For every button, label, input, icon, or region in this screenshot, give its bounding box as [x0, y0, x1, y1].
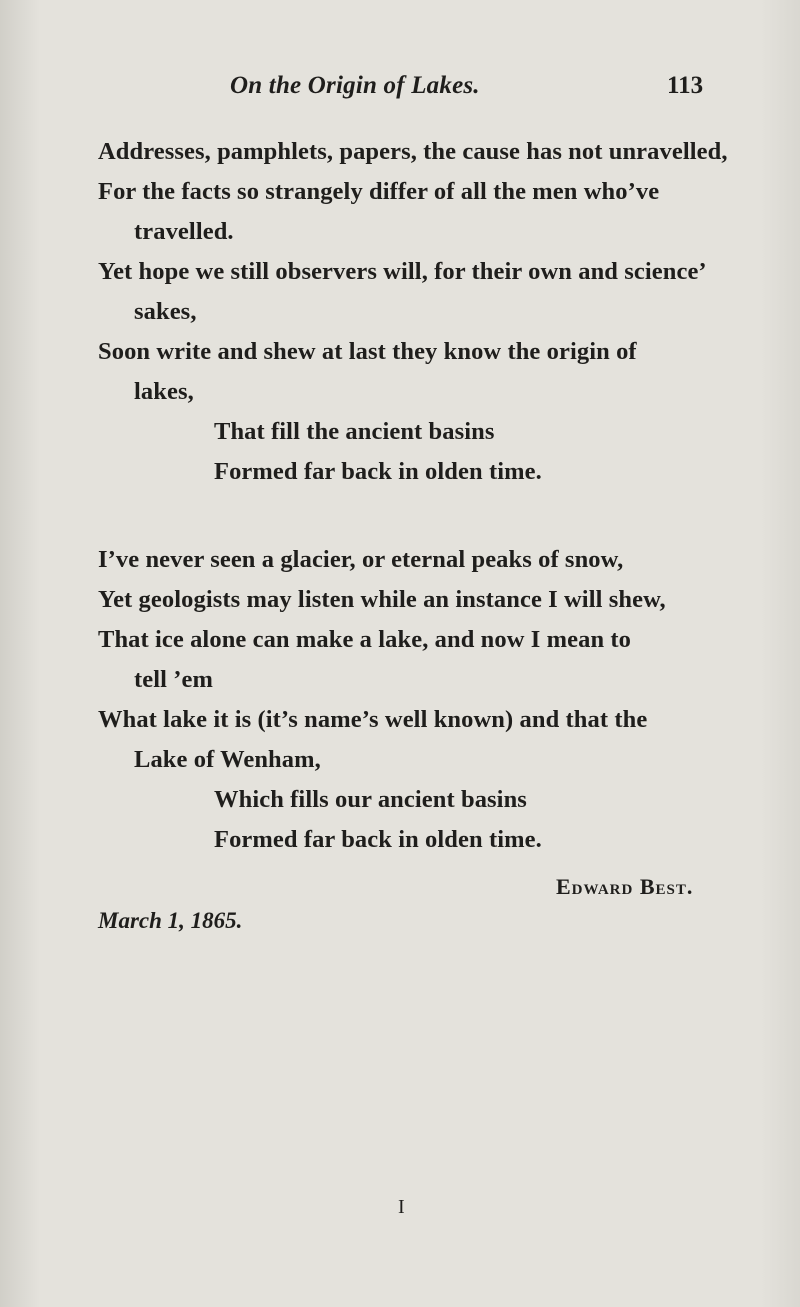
verse-line: Addresses, pamphlets, papers, the cause has not unravelled, — [98, 138, 728, 165]
printer-signature-mark: I — [398, 1196, 405, 1218]
verse-line: That fill the ancient basins — [214, 418, 495, 445]
verse-line: Lake of Wenham, — [134, 746, 321, 773]
verse-line: Which fills our ancient basins — [214, 786, 527, 813]
verse-line: That ice alone can make a lake, and now I mean to — [98, 626, 632, 653]
poem-date: March 1, 1865. — [98, 908, 243, 933]
running-title: On the Origin of Lakes. — [230, 72, 480, 99]
verse-line: lakes, — [134, 378, 194, 405]
verse-line: tell ’em — [134, 666, 214, 693]
verse-line: Soon write and shew at last they know the origin of — [98, 338, 637, 365]
verse-line: For the facts so strangely differ of all the men who’ve — [98, 178, 660, 205]
author-signature: Edward Best. — [556, 874, 694, 899]
verse-line: What lake it is (it’s name’s well known) and that the — [98, 706, 648, 733]
page-number: 113 — [667, 72, 704, 99]
verse-line: Formed far back in olden time. — [214, 826, 542, 853]
verse-line: sakes, — [134, 298, 197, 325]
verse-line: travelled. — [134, 218, 234, 245]
verse-line: Formed far back in olden time. — [214, 458, 542, 485]
page-header — [0, 72, 800, 106]
verse-line: I’ve never seen a glacier, or eternal peaks of snow, — [98, 546, 624, 573]
verse-line: Yet hope we still observers will, for their own and science’ — [98, 258, 707, 285]
verse-line: Yet geologists may listen while an instance I will shew, — [98, 586, 666, 613]
